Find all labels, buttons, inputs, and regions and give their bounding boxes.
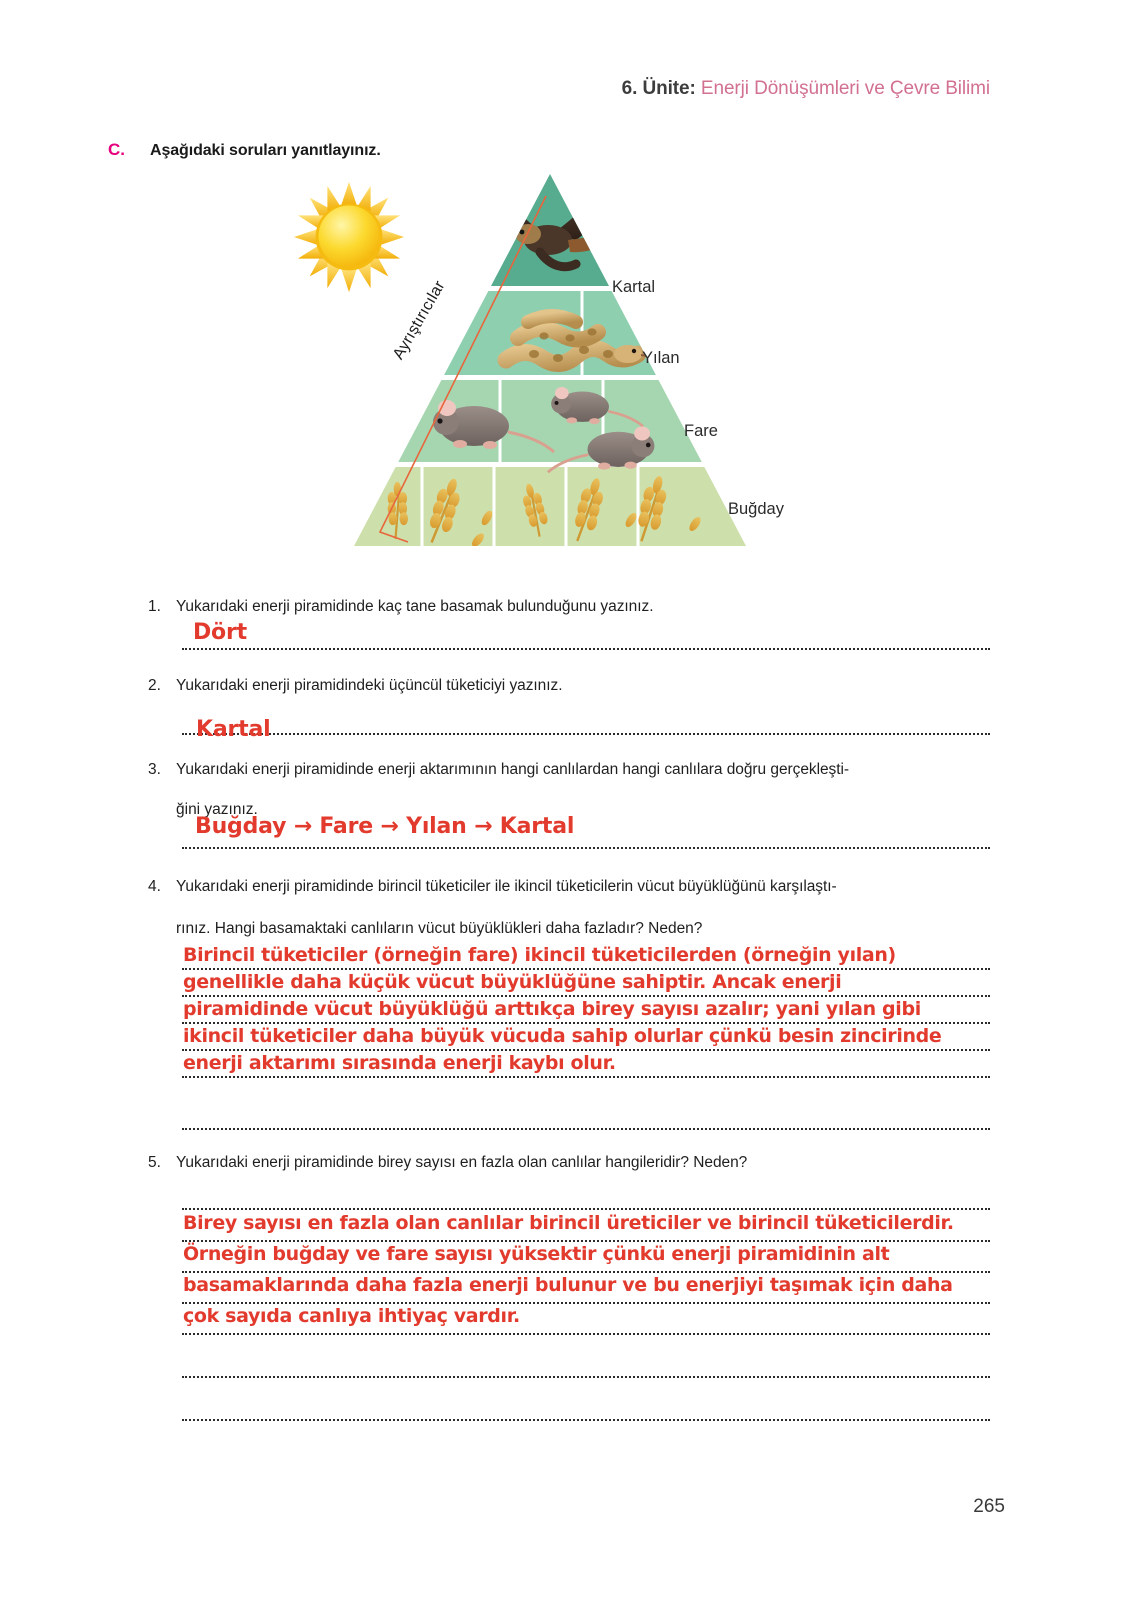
question-number: 5.	[148, 1154, 161, 1171]
section-letter: C.	[108, 140, 125, 159]
energy-pyramid-figure	[282, 168, 842, 563]
answer-5-line-1[interactable]: Birey sayısı en fazla olan canlılar birincil üreticiler ve birincil tüketicilerdir.	[183, 1212, 954, 1234]
answer-5-line-4[interactable]: çok sayıda canlıya ihtiyaç vardır.	[183, 1305, 520, 1327]
question-number: 2.	[148, 677, 161, 694]
question-3	[148, 759, 1003, 821]
tier-label-kartal: Kartal	[612, 278, 656, 296]
answer-5-line-2[interactable]: Örneğin buğday ve fare sayısı yüksektir çünkü enerji piramidinin alt	[183, 1243, 890, 1265]
answer-rule[interactable]	[182, 733, 990, 735]
answer-rule[interactable]	[182, 1022, 990, 1024]
question-4	[148, 876, 1003, 940]
question-number: 4.	[148, 878, 161, 895]
question-text: Yukarıdaki enerji piramidinde kaç tane basamak bulunduğunu yazınız.	[176, 598, 654, 615]
tier-label-bugday: Buğday	[728, 500, 784, 518]
answer-3-line-1[interactable]: Buğday → Fare → Yılan → Kartal	[195, 814, 575, 839]
answer-2-line-1[interactable]: Kartal	[196, 717, 271, 742]
question-5	[148, 1152, 1003, 1174]
answer-rule[interactable]	[182, 1208, 990, 1210]
answer-1-line-1[interactable]: Dört	[193, 620, 247, 645]
unit-title: Enerji Dönüşümleri ve Çevre Bilimi	[700, 78, 990, 99]
page-header	[622, 78, 990, 100]
question-number: 1.	[148, 598, 161, 615]
question-text: Yukarıdaki enerji piramidinde birincil tüketiciler ile ikincil tüketicilerin vücut büyüklüğünü karşılaştı-	[176, 878, 837, 895]
page-number: 265	[973, 1496, 1005, 1517]
question-text: Yukarıdaki enerji piramidinde birey sayısı en fazla olan canlılar hangileridir? Neden?	[176, 1154, 748, 1171]
answer-rule[interactable]	[182, 1419, 990, 1421]
answer-4-line-4[interactable]: ikincil tüketiciler daha büyük vücuda sahip olurlar çünkü besin zincirinde	[183, 1025, 942, 1047]
answer-rule[interactable]	[182, 1128, 990, 1130]
answer-rule[interactable]	[182, 847, 990, 849]
question-text-continued: ğini yazınız.	[176, 801, 258, 818]
answer-rule[interactable]	[182, 1076, 990, 1078]
answer-4-line-5[interactable]: enerji aktarımı sırasında enerji kaybı olur.	[183, 1052, 616, 1074]
section-title: Aşağıdaki soruları yanıtlayınız.	[150, 142, 381, 159]
answer-4-line-2[interactable]: genellikle daha küçük vücut büyüklüğüne sahiptir. Ancak enerji	[183, 971, 842, 993]
question-text: Yukarıdaki enerji piramidindeki üçüncül tüketiciyi yazınız.	[176, 677, 563, 694]
answer-rule[interactable]	[182, 1271, 990, 1273]
answer-rule[interactable]	[182, 1049, 990, 1051]
question-2	[148, 675, 1003, 697]
tier-label-fare: Fare	[684, 422, 718, 440]
answer-rule[interactable]	[182, 1376, 990, 1378]
question-number: 3.	[148, 761, 161, 778]
section-heading	[108, 140, 381, 160]
answer-rule[interactable]	[182, 1240, 990, 1242]
unit-number: 6. Ünite:	[621, 78, 696, 99]
answer-rule[interactable]	[182, 968, 990, 970]
question-text-continued: rınız. Hangi basamaktaki canlıların vücut büyüklükleri daha fazladır? Neden?	[176, 920, 703, 937]
answer-rule[interactable]	[182, 1333, 990, 1335]
answer-4-line-1[interactable]: Birincil tüketiciler (örneğin fare) ikincil tüketicilerden (örneğin yılan)	[183, 944, 896, 966]
question-1	[148, 596, 1003, 618]
tier-label-yilan: Yılan	[642, 349, 680, 367]
question-text: Yukarıdaki enerji piramidinde enerji aktarımının hangi canlılardan hangi canlılara doğru gerçekleşti-	[176, 761, 850, 778]
answer-rule[interactable]	[182, 995, 990, 997]
decomposer-label: Ayrıştırıcılar	[390, 277, 449, 363]
answer-5-line-3[interactable]: basamaklarında daha fazla enerji bulunur ve bu enerjiyi taşımak için daha	[183, 1274, 953, 1296]
answer-4-line-3[interactable]: piramidinde vücut büyüklüğü arttıkça birey sayısı azalır; yani yılan gibi	[183, 998, 921, 1020]
tier-band-4	[350, 467, 750, 551]
answer-rule[interactable]	[182, 648, 990, 650]
pyramid-graphic	[350, 168, 750, 551]
answer-rule[interactable]	[182, 1302, 990, 1304]
